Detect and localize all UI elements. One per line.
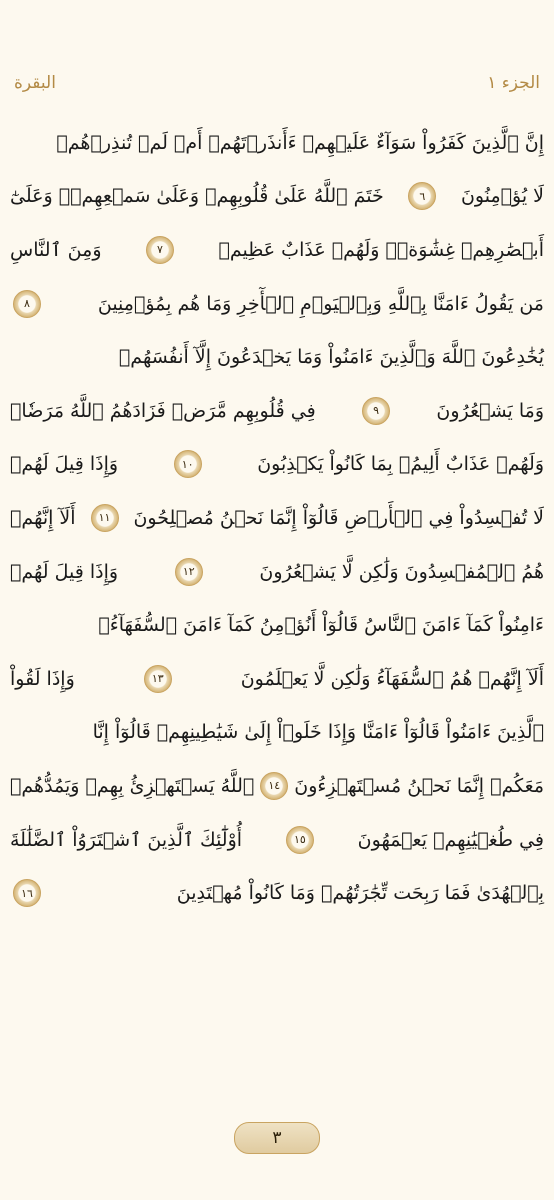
verse-text: مَعَكُمۡ إِنَّمَا نَحۡنُ مُسۡتَهۡزِءُونَ [294,774,544,797]
text-line [10,598,544,652]
verse-text: مَن يَقُولُ ءَامَنَّا بِٱللَّهِ وَبِٱلۡيَوۡمِ ٱلۡأٓخِرِ وَمَا هُم بِمُؤۡمِنِينَ [97,292,544,315]
verse-text: ءَامِنُواْ كَمَآ ءَامَنَ ٱلنَّاسُ قَالُوٓاْ أَنُؤۡمِنُ كَمَآ ءَامَنَ ٱلسُّفَهَآءُۗ [98,614,544,637]
verse-text: ٱللَّهُ يَسۡتَهۡزِئُ بِهِمۡ وَيَمُدُّهُمۡ [10,774,255,797]
text-line [10,813,544,867]
page-footer [0,1122,554,1154]
verse-text: بِٱلۡهُدَىٰ فَمَا رَبِحَت تِّجَٰرَتُهُمۡ وَمَا كَانُواْ مُهۡتَدِينَ [176,882,544,905]
text-line [10,330,544,384]
ayah-number-marker[interactable]: ٧ [146,236,174,264]
verse-text: وَإِذَا لَقُواْ [10,667,75,690]
verse-text: أُوْلَٰٓئِكَ ٱلَّذِينَ ٱشۡتَرَوُاْ ٱلضَّلَٰلَةَ [10,828,243,851]
verse-text: إِنَّ ٱلَّذِينَ كَفَرُواْ سَوَآءٌ عَلَيۡهِمۡ ءَأَنذَرۡتَهُمۡ أَمۡ لَمۡ تُنذِرۡهُمۡ [56,131,544,154]
text-line [10,438,544,492]
text-line [10,384,544,438]
verse-text: وَلَهُمۡ عَذَابٌ أَلِيمُۢ بِمَا كَانُواْ يَكۡذِبُونَ [257,453,544,476]
ayah-number-marker[interactable]: ١٥ [286,826,314,854]
text-line [10,277,544,331]
verse-text: أَلَآ إِنَّهُمۡ [10,506,76,529]
verse-text: لَا تُفۡسِدُواْ فِي ٱلۡأَرۡضِ قَالُوٓاْ إِنَّمَا نَحۡنُ مُصۡلِحُونَ [133,506,544,529]
verse-text: أَلَآ إِنَّهُمۡ هُمُ ٱلسُّفَهَآءُ وَلَٰكِن لَّا يَعۡلَمُونَ [240,667,544,690]
page-header [14,68,540,98]
verse-text: وَمِنَ ٱلنَّاسِ [10,238,102,261]
verse-text: هُمُ ٱلۡمُفۡسِدُونَ وَلَٰكِن لَّا يَشۡعُرُونَ [259,560,544,583]
ayah-number-marker[interactable]: ١٠ [174,450,202,478]
text-line [10,652,544,706]
verse-text: خَتَمَ ٱللَّهُ عَلَىٰ قُلُوبِهِمۡ وَعَلَىٰ سَمۡعِهِمۡۖ وَعَلَىٰٓ [10,185,384,208]
text-line [10,866,544,920]
ayah-number-marker[interactable]: ٦ [408,182,436,210]
juz-label[interactable]: الجزء ١ [487,73,540,93]
text-line [10,706,544,760]
ayah-number-marker[interactable]: ٩ [362,397,390,425]
text-line [10,170,544,224]
text-line [10,545,544,599]
page-number-badge[interactable]: ٣ [234,1122,320,1154]
verse-text: فِي قُلُوبِهِم مَّرَضٞ فَزَادَهُمُ ٱللَّهُ مَرَضٗاۖ [10,399,316,422]
ayah-number-marker[interactable]: ١٢ [175,558,203,586]
ayah-number-marker[interactable]: ١٦ [13,879,41,907]
text-line [10,759,544,813]
text-line [10,491,544,545]
verse-text: وَمَا يَشۡعُرُونَ [436,399,544,422]
verse-text: فِي طُغۡيَٰنِهِمۡ يَعۡمَهُونَ [357,828,544,851]
quran-text [10,116,544,920]
surah-name[interactable]: البقرة [14,73,56,93]
verse-text: ٱلَّذِينَ ءَامَنُواْ قَالُوٓاْ ءَامَنَّا وَإِذَا خَلَوۡاْ إِلَىٰ شَيَٰطِينِهِمۡ قَالُوٓاْ إِنَّا [92,721,544,744]
ayah-number-marker[interactable]: ١٣ [144,665,172,693]
text-line [10,223,544,277]
verse-text: لَا يُؤۡمِنُونَ [460,185,544,208]
verse-text: يُخَٰدِعُونَ ٱللَّهَ وَٱلَّذِينَ ءَامَنُواْ وَمَا يَخۡدَعُونَ إِلَّآ أَنفُسَهُمۡ [118,346,544,369]
verse-text: وَإِذَا قِيلَ لَهُمۡ [10,560,119,583]
verse-text: أَبۡصَٰرِهِمۡ غِشَٰوَةٞۖ وَلَهُمۡ عَذَابٌ عَظِيمٞ [218,238,544,261]
ayah-number-marker[interactable]: ٨ [13,290,41,318]
text-line [10,116,544,170]
verse-text: وَإِذَا قِيلَ لَهُمۡ [10,453,119,476]
ayah-number-marker[interactable]: ١٤ [260,772,288,800]
ayah-number-marker[interactable]: ١١ [91,504,119,532]
